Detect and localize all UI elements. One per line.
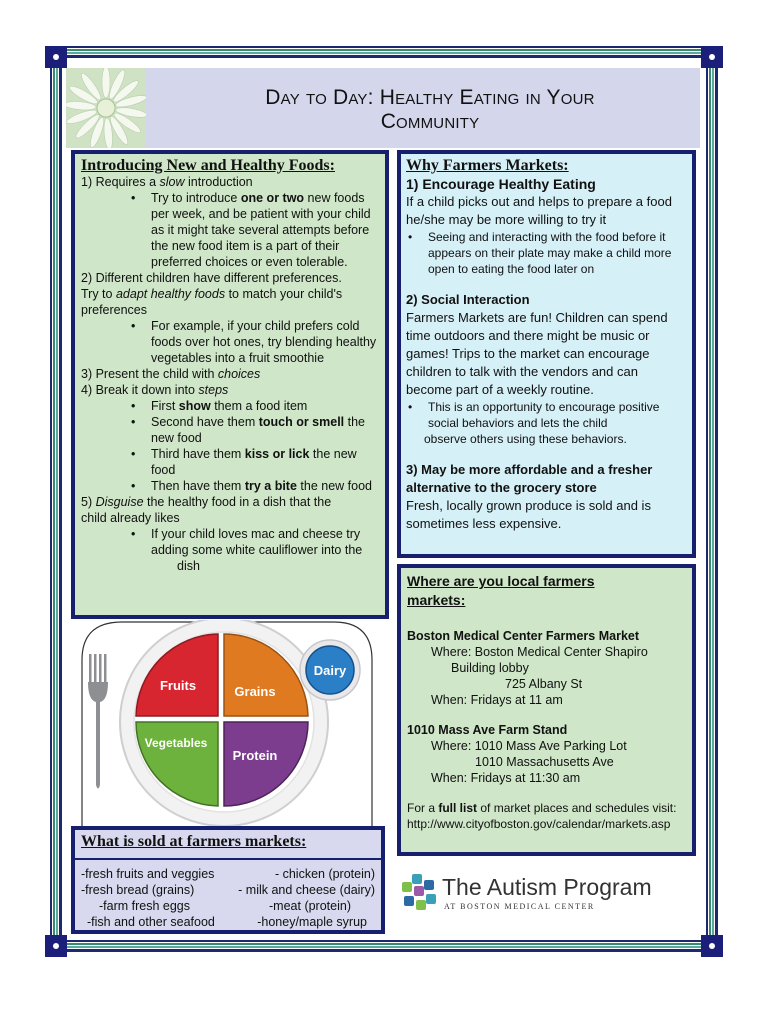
myplate-graphic: [72, 620, 384, 830]
why-heading: Why Farmers Markets:: [406, 157, 569, 174]
market-where: 1010 Massachusetts Ave: [475, 755, 614, 769]
intro-text: child already likes: [81, 511, 180, 525]
intro-item-3: 3) Present the child with choices: [81, 367, 261, 381]
intro-text: as it might take several attempts before: [151, 223, 370, 237]
why-section-title: 2) Social Interaction: [406, 292, 530, 307]
intro-item-4: 4) Break it down into steps: [81, 383, 229, 397]
intro-bullet: • For example, if your child prefers cold: [81, 318, 383, 334]
corner-ornament: [45, 46, 67, 68]
right-border: [706, 58, 718, 952]
sold-heading: What is sold at farmers markets:: [81, 833, 307, 850]
where-heading: Where are you local farmers: [407, 573, 595, 589]
intro-box: [71, 150, 389, 619]
why-text: If a child picks out and helps to prepare a food: [406, 194, 672, 209]
sold-item: - milk and cheese (dairy): [238, 883, 375, 897]
market-where: Where: 1010 Mass Ave Parking Lot: [431, 739, 627, 753]
protein-label: Protein: [232, 748, 278, 763]
market-where: 725 Albany St: [505, 677, 583, 691]
why-section-title: 1) Encourage Healthy Eating: [406, 176, 596, 192]
divider: [75, 858, 381, 860]
why-text: appears on their plate may make a child more: [428, 246, 672, 260]
why-text: Fresh, locally grown produce is sold and is: [406, 498, 651, 513]
why-text: sometimes less expensive.: [406, 516, 562, 531]
why-text: open to eating the food later on: [428, 262, 595, 276]
puzzle-logo-icon: [398, 872, 438, 912]
intro-text: adding some white cauliflower into the: [151, 543, 363, 557]
why-box: [397, 150, 696, 558]
intro-item-2: 2) Different children have different preferences.: [81, 271, 342, 285]
market-where: Where: Boston Medical Center Shapiro: [431, 645, 648, 659]
full-list-text: For a full list of market places and schedules visit:: [407, 801, 677, 815]
step-item: • First show them a food item: [81, 398, 383, 414]
step-item: • Second have them touch or smell the: [81, 414, 383, 430]
where-box: [397, 564, 696, 856]
corner-ornament: [45, 935, 67, 957]
why-section-title: alternative to the grocery store: [406, 480, 597, 495]
intro-text: vegetables into a fruit smoothie: [151, 351, 325, 365]
sold-box: [71, 826, 385, 934]
dairy-label: Dairy: [313, 663, 347, 678]
intro-bullet: • Try to introduce one or two new foods: [81, 190, 383, 206]
intro-text: foods over hot ones, try blending healthy: [151, 335, 377, 349]
corner-ornament: [701, 46, 723, 68]
step-item: new food: [151, 431, 202, 445]
page-title: Day to Day: Healthy Eating in Your Community: [265, 86, 595, 133]
intro-text: dish: [177, 559, 200, 573]
bottom-border: [56, 940, 712, 952]
vegetables-label: Vegetables: [144, 736, 208, 750]
intro-text: per week, and be patient with your child: [151, 207, 371, 221]
why-text: children to talk with the vendors and can: [406, 364, 638, 379]
why-bullet: • This is an opportunity to encourage positive: [408, 400, 660, 414]
sold-item: -fish and other seafood: [87, 915, 215, 929]
sold-item: -fresh fruits and veggies: [81, 867, 215, 881]
sold-item: -honey/maple syrup: [257, 915, 367, 929]
grains-label: Grains: [234, 684, 276, 699]
sold-item: -farm fresh eggs: [99, 899, 191, 913]
why-text: become part of a weekly routine.: [406, 382, 594, 397]
intro-item-5: 5) Disguise the healthy food in a dish that the: [81, 495, 332, 509]
market-when: When: Fridays at 11:30 am: [431, 771, 581, 785]
why-text: observe others using these behaviors.: [424, 432, 627, 446]
fruits-label: Fruits: [159, 678, 197, 693]
why-section-title: 3) May be more affordable and a fresher: [406, 462, 653, 477]
intro-text: preferred choices or even tolerable.: [151, 255, 348, 269]
corner-ornament: [701, 935, 723, 957]
why-text: social behaviors and lets the child: [428, 416, 608, 430]
why-text: games! Trips to the market can encourage: [406, 346, 650, 361]
intro-text: the new food item is a part of their: [151, 239, 340, 253]
left-border: [50, 58, 62, 952]
why-text: Farmers Markets are fun! Children can spend: [406, 310, 668, 325]
step-item: • Then have them try a bite the new food: [81, 478, 383, 494]
market-when: When: Fridays at 11 am: [431, 693, 563, 707]
why-text: time outdoors and there might be music or: [406, 328, 650, 343]
why-text: he/she may be more willing to try it: [406, 212, 607, 227]
markets-url-link[interactable]: http://www.cityofboston.gov/calendar/markets.asp: [407, 817, 671, 831]
sold-item: - chicken (protein): [274, 867, 375, 881]
intro-heading: Introducing New and Healthy Foods:: [81, 157, 335, 174]
sold-item: -fresh bread (grains): [81, 883, 195, 897]
step-item: food: [151, 463, 176, 477]
logo-name: The Autism Program: [442, 874, 652, 900]
why-bullet: • Seeing and interacting with the food before it: [408, 230, 666, 244]
market-name: 1010 Mass Ave Farm Stand: [407, 723, 568, 737]
market-name: Boston Medical Center Farmers Market: [407, 629, 640, 643]
intro-text: Try to adapt healthy foods to match your child's: [81, 287, 343, 301]
market-where: Building lobby: [451, 661, 529, 675]
intro-text: preferences: [81, 303, 148, 317]
intro-bullet: • If your child loves mac and cheese try: [81, 526, 383, 542]
sold-item: -meat (protein): [269, 899, 351, 913]
top-border: [56, 46, 712, 58]
flower-graphic: [66, 68, 146, 148]
logo-subtitle: AT BOSTON MEDICAL CENTER: [444, 902, 595, 911]
intro-item-1: 1) Requires a slow introduction: [81, 175, 253, 189]
step-item: • Third have them kiss or lick the new: [81, 446, 383, 462]
where-heading: markets:: [407, 592, 466, 608]
